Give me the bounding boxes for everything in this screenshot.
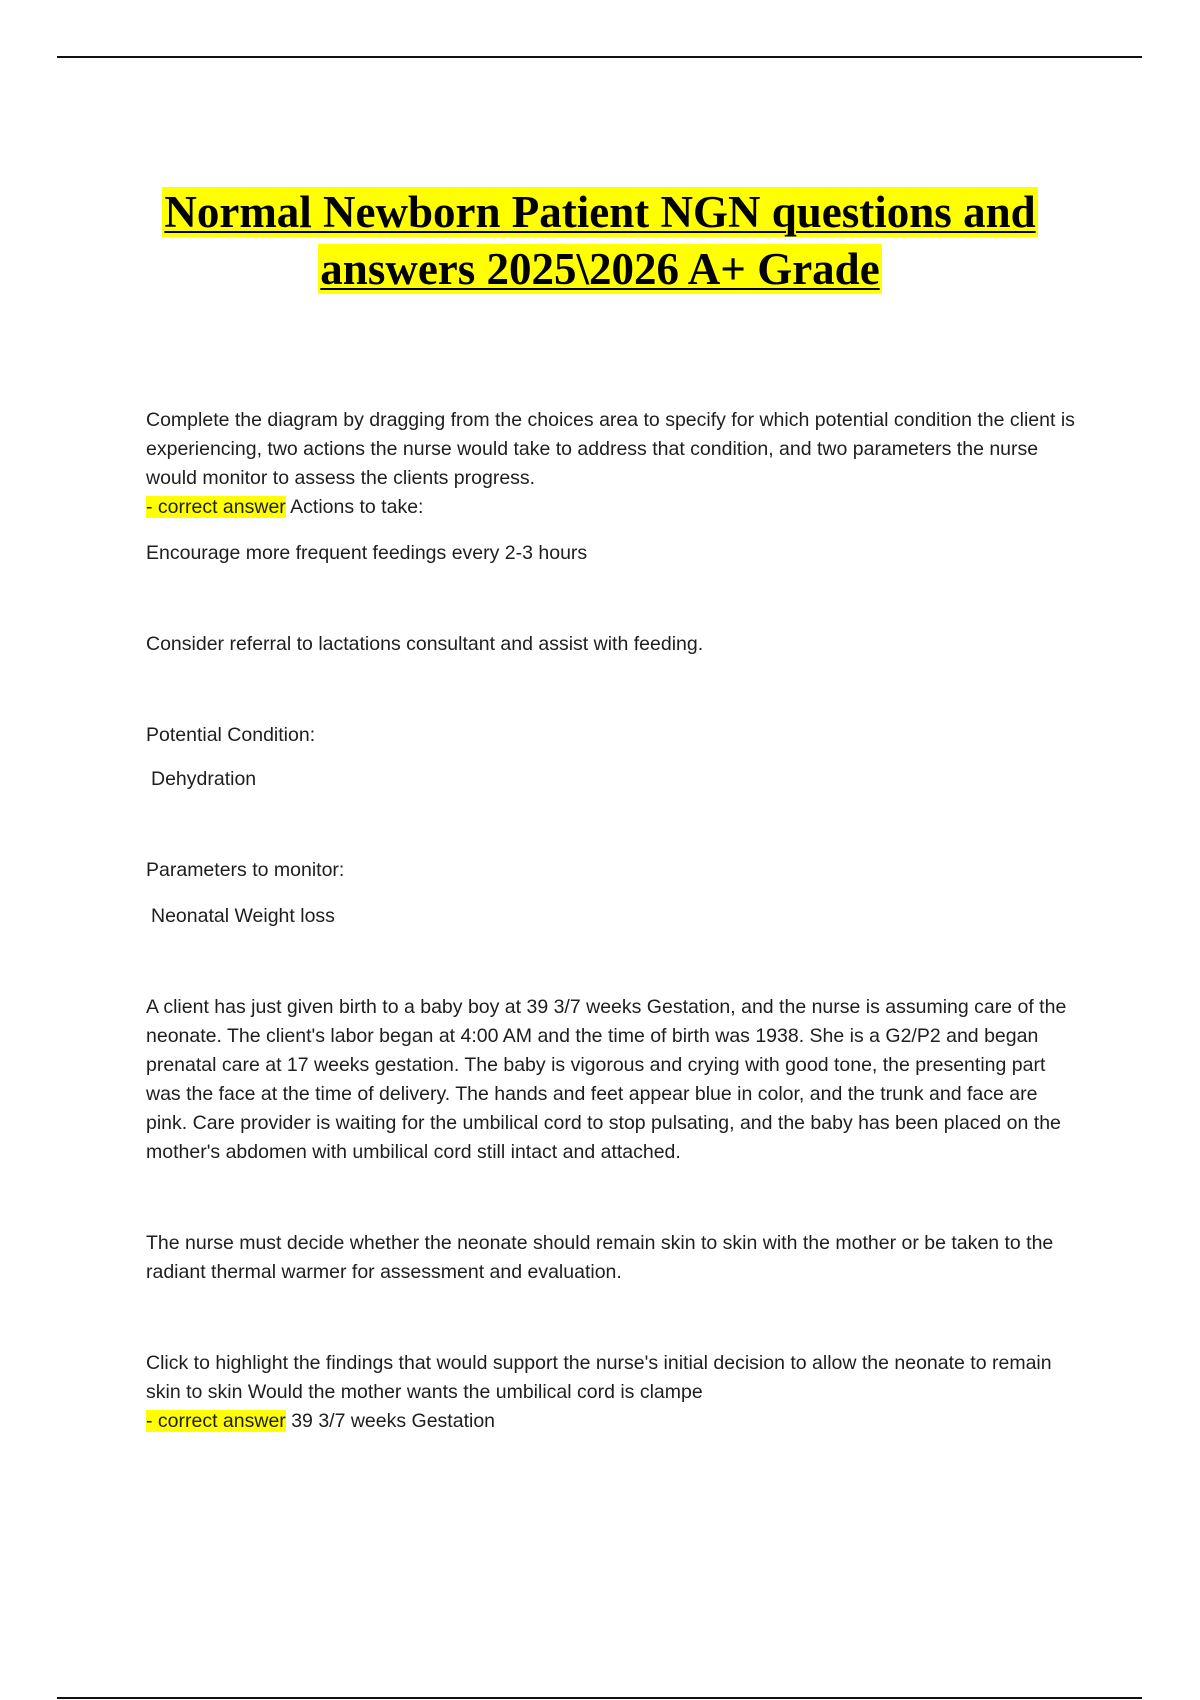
question-2-decision: The nurse must decide whether the neonate should remain skin to skin with the mother or be taken to the radiant thermal warmer for assessment and evaluation.	[146, 1232, 1054, 1283]
answer-heading: Actions to take:	[285, 496, 424, 518]
action-1: Encourage more frequent feedings every 2-3 hours	[146, 542, 588, 564]
parameters-value: Neonatal Weight loss	[151, 905, 335, 927]
title-line-1: Normal Newborn Patient NGN questions and	[164, 187, 1036, 237]
answer-text: 39 3/7 weeks Gestation	[285, 1410, 496, 1432]
question-2-scenario: A client has just given birth to a baby boy at 39 3/7 weeks Gestation, and the nurse is assuming care of the neonate. The client's labor began at 4:00 AM and the time of birth was 1938. She is a G2/P2 and began prenatal care at 17 weeks gestation. The baby is vigorous and crying with good tone, the presenting part was the face at the time of delivery. The hands and feet appear blue in color, and the trunk and face are pink. Care provider is waiting for the umbilical cord to stop pulsating, and the baby has been placed on the mother's abdomen with umbilical cord still intact and attached.	[146, 996, 1067, 1163]
document-body	[146, 406, 1076, 1436]
parameters-label: Parameters to monitor:	[146, 859, 345, 881]
document-title	[60, 184, 1140, 298]
condition-value: Dehydration	[151, 768, 257, 790]
question-1-text: Complete the diagram by dragging from the choices area to specify for which potential condition the client is experiencing, two actions the nurse would take to address that condition, and two parameters the nurse would monitor to assess the clients progress.	[146, 409, 1075, 489]
top-rule	[57, 56, 1142, 58]
action-2: Consider referral to lactations consultant and assist with feeding.	[146, 633, 704, 655]
question-2-text: Click to highlight the findings that would support the nurse's initial decision to allow the neonate to remain skin to skin Would the mother wants the umbilical cord is clampe	[146, 1352, 1052, 1403]
question-2-answer-line	[146, 1407, 1076, 1436]
bottom-rule	[57, 1697, 1142, 1699]
correct-answer-marker: - correct answer	[146, 496, 286, 518]
condition-label: Potential Condition:	[146, 724, 316, 746]
question-1-answer-line	[146, 493, 1076, 522]
correct-answer-marker: - correct answer	[146, 1410, 286, 1432]
title-line-2: answers 2025\2026 A+ Grade	[320, 244, 880, 294]
